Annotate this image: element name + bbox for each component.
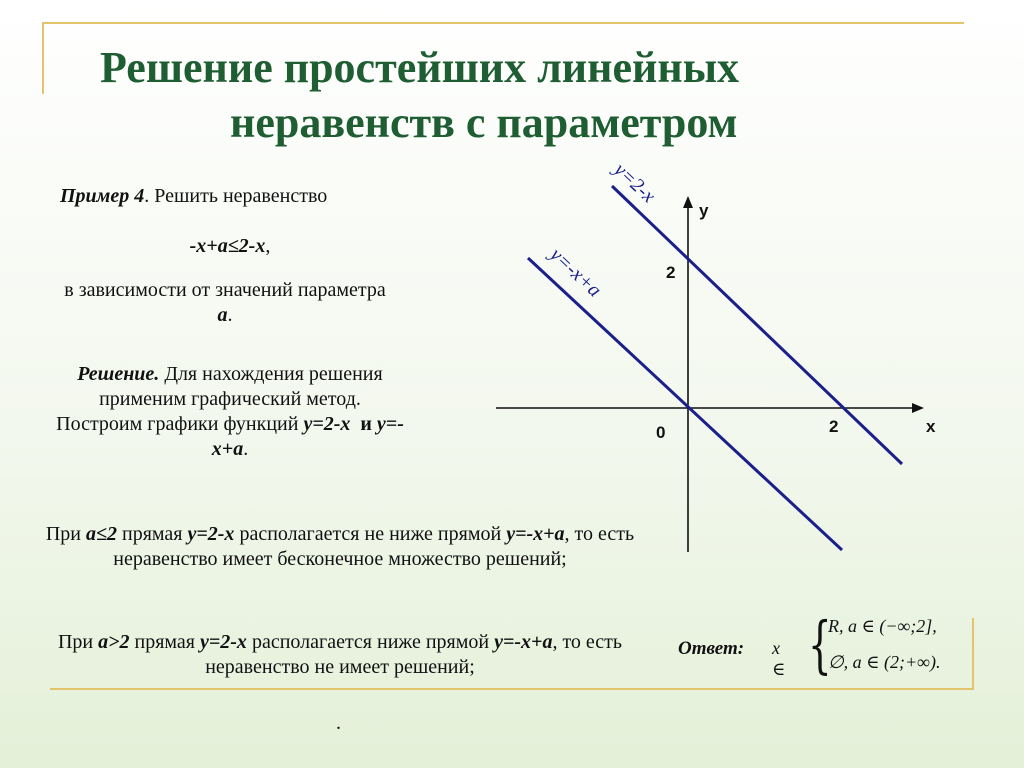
line-label-y-minus-x-plus-a: y=-x+a: [545, 243, 606, 302]
case2-text-2: , то есть неравенство не имеет решений;: [205, 631, 623, 678]
case1-func-1: y=2-x: [187, 523, 235, 545]
solution-label: Решение.: [77, 363, 160, 385]
case2-func-1: y=2-x: [200, 631, 247, 653]
line-y-minus-x-plus-a: [528, 258, 842, 550]
answer-brace: {: [808, 608, 832, 681]
inequality-expression: -x+a≤2-x: [189, 235, 266, 257]
example-text: . Решить неравенство: [144, 185, 328, 207]
solution-body: Для нахождения решения применим графический метод. Построим графики функций: [56, 363, 383, 435]
case1-pre: При: [45, 523, 87, 545]
case2-pre: При: [57, 631, 99, 653]
line-label-y-2-minus-x: y=2-x: [609, 158, 660, 208]
case1-text-1: располагается не ниже прямой: [234, 523, 507, 545]
case2-func-2: y=-x+a: [494, 631, 553, 653]
case2-mid: прямая: [129, 631, 200, 653]
x-tick-2: 2: [829, 417, 839, 436]
param-name: а: [217, 304, 228, 326]
title-line-2: неравенств с параметром: [230, 98, 738, 147]
y-axis-label: y: [699, 201, 709, 220]
case2-condition: a>2: [98, 631, 130, 653]
answer-label: Ответ:: [678, 638, 745, 659]
answer-row-1: R, a ∈ (−∞;2],: [828, 616, 937, 636]
x-axis-label: x: [926, 417, 936, 436]
title-line-1: Решение простейших линейных: [100, 43, 740, 92]
answer-row-2: ∅, a ∈ (2;+∞).: [828, 652, 941, 672]
case2-text-1: располагается ниже прямой: [246, 631, 495, 653]
solution-and: и: [360, 413, 372, 435]
y-tick-2: 2: [666, 263, 676, 282]
stray-dot: .: [336, 712, 341, 734]
solution-func-2: y=-x+a: [211, 413, 404, 460]
solution-func-1: y=2-x: [303, 413, 351, 435]
example-label: Пример 4: [60, 185, 145, 207]
case1-text-2: , то есть неравенство имеет бесконечное множество решений;: [113, 523, 635, 570]
case1-condition: a≤2: [86, 523, 117, 545]
answer-variable: x ∈: [772, 638, 786, 679]
case1-mid: прямая: [117, 523, 188, 545]
depend-period: .: [227, 304, 233, 326]
depend-text: в зависимости от значений параметра: [64, 279, 386, 301]
inequality-tail: ,: [265, 235, 271, 257]
origin-label: 0: [656, 423, 666, 442]
solution-period: .: [243, 438, 249, 460]
case1-func-2: y=-x+a: [506, 523, 565, 545]
